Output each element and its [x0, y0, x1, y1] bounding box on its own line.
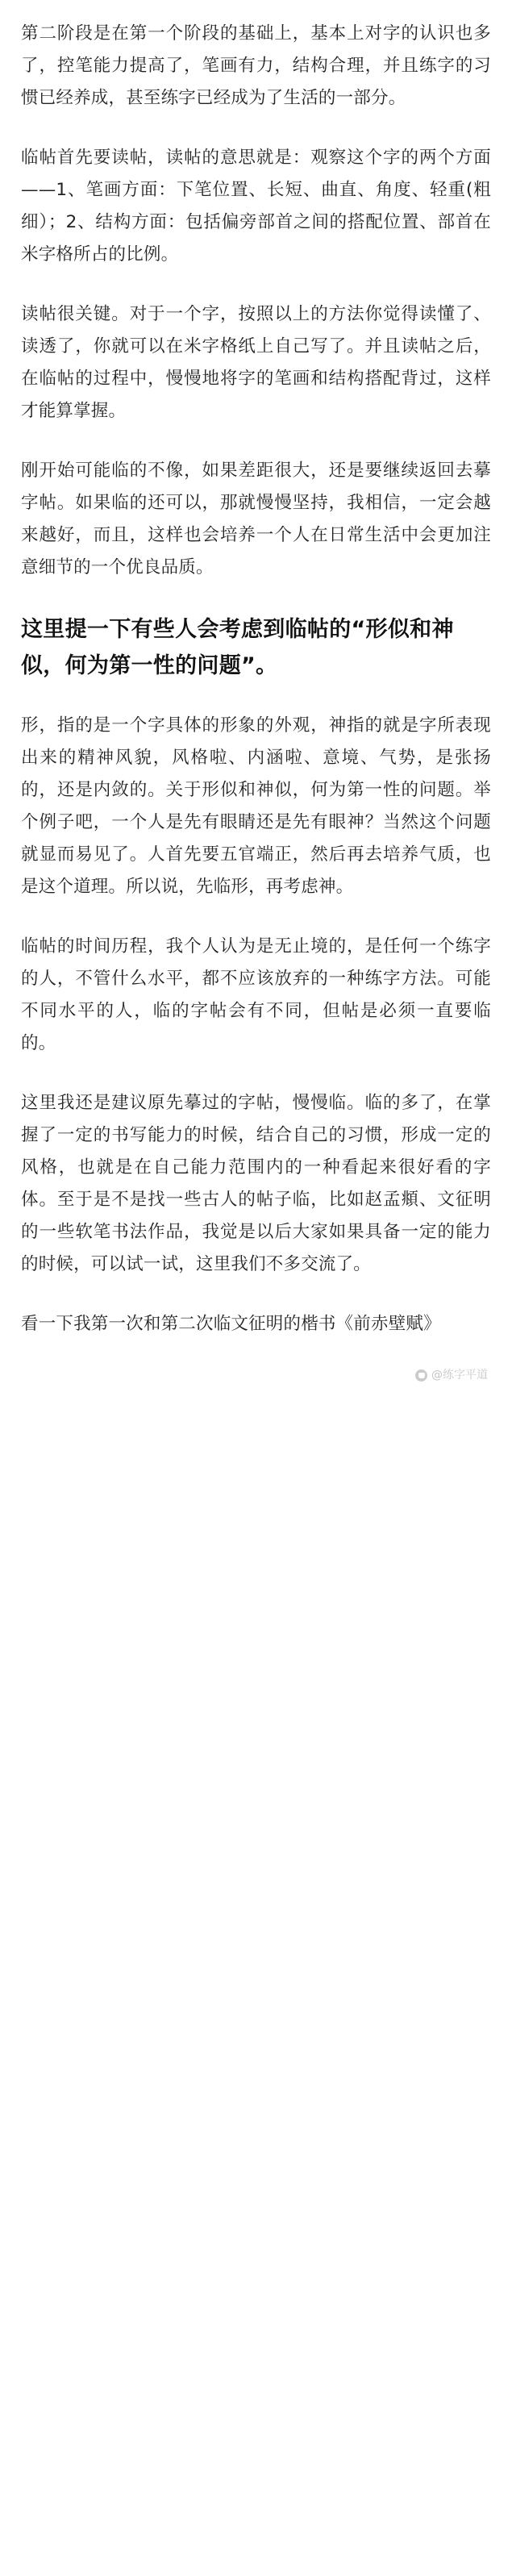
- paragraph: 形，指的是一个字具体的形象的外观，神指的就是字所表现出来的精神风貌，风格啦、内涵啦、意境、气势，是张扬的，还是内敛的。关于形似和神似，何为第一性的问题。举个例子吧，一个人是先有眼睛还是先有眼神？当然这个问题就显而易见了。人首先要五官端正，然后再去培养气质，也是这个道理。所以说，先临形，再考虑神。: [21, 715, 491, 897]
- watermark-label: @练字平道: [431, 1369, 488, 1382]
- paragraph: 刚开始可能临的不像，如果差距很大，还是要继续返回去摹字帖。如果临的还可以，那就慢慢坚持，我相信，一定会越来越好，而且，这样也会培养一个人在日常生活中会更加注意细节的一个优良品质。: [21, 461, 491, 577]
- paragraph: 这里我还是建议原先摹过的字帖，慢慢临。临的多了，在掌握了一定的书写能力的时候，结合自己的习惯，形成一定的风格，也就是在自己能力范围内的一种看起来很好看的字体。至于是不是找一些古人的帖子临，比如赵孟頫、文征明的一些软笔书法作品，我觉是以后大家如果具备一定的能力的时候，可以试一试，这里我们不多交流了。: [21, 1093, 491, 1274]
- paragraph: 第二阶段是在第一个阶段的基础上，基本上对字的认识也多了，控笔能力提高了，笔画有力，结构合理，并且练字的习惯已经养成，甚至练字已经成为了生活的一部分。: [21, 23, 491, 108]
- footer: [21, 1368, 491, 1382]
- paragraph: 看一下我第一次和第二次临文征明的楷书《前赤壁赋》: [21, 1314, 441, 1334]
- watermark: [415, 1368, 488, 1382]
- section-heading: 这里提一下有些人会考虑到临帖的“形似和神似，何为第一性的问题”。: [21, 617, 454, 678]
- paragraph: 临帖的时间历程，我个人认为是无止境的，是任何一个练字的人，不管什么水平，都不应该放弃的一种练字方法。可能不同水平的人，临的字帖会有不同，但帖是必须一直要临的。: [21, 936, 491, 1053]
- paragraph: 读帖很关键。对于一个字，按照以上的方法你觉得读懂了、读透了，你就可以在米字格纸上自己写了。并且读帖之后，在临帖的过程中，慢慢地将字的笔画和结构搭配背过，这样才能算掌握。: [21, 304, 491, 421]
- weibo-logo-icon: [415, 1369, 427, 1382]
- paragraph: 临帖首先要读帖，读帖的意思就是：观察这个字的两个方面——1、笔画方面：下笔位置、长短、曲直、角度、轻重(粗细）；2、结构方面：包括偏旁部首之间的搭配位置、部首在米字格所占的比例。: [21, 148, 491, 265]
